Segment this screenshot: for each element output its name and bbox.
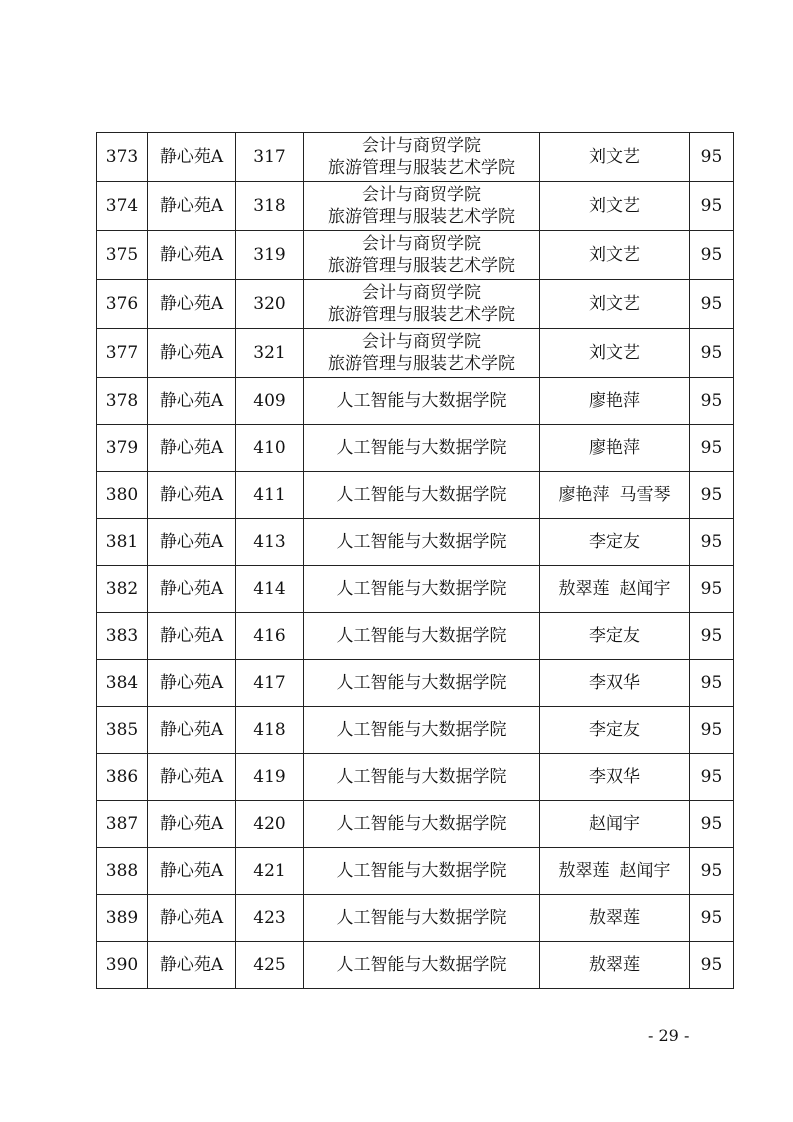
table-row: [97, 519, 734, 566]
college-cell: [304, 280, 540, 329]
score-cell: 95: [690, 613, 734, 660]
room-number-cell: 421: [236, 848, 304, 895]
staff-name: 刘文艺: [589, 294, 640, 314]
row-number-cell: 385: [97, 707, 148, 754]
college-name: 人工智能与大数据学院: [336, 579, 507, 599]
staff-name: 马雪琴: [619, 485, 671, 505]
building-cell: 静心苑A: [148, 895, 236, 942]
college-cell: [304, 519, 540, 566]
college-cell: [304, 378, 540, 425]
row-number-cell: 373: [97, 133, 148, 182]
row-number-cell: 378: [97, 378, 148, 425]
table-row: [97, 566, 734, 613]
college-name: 人工智能与大数据学院: [336, 673, 507, 693]
room-number-cell: 420: [236, 801, 304, 848]
college-cell: [304, 133, 540, 182]
table-row: [97, 472, 734, 519]
staff-cell: [540, 895, 690, 942]
staff-cell: [540, 519, 690, 566]
room-number-cell: 418: [236, 707, 304, 754]
college-name: 人工智能与大数据学院: [336, 532, 507, 552]
staff-name: 廖艳萍: [558, 485, 610, 505]
score-cell: 95: [690, 472, 734, 519]
college-name: 会计与商贸学院: [362, 185, 481, 205]
row-number-cell: 389: [97, 895, 148, 942]
room-number-cell: 409: [236, 378, 304, 425]
staff-cell: [540, 942, 690, 989]
staff-cell: [540, 707, 690, 754]
row-number-cell: 383: [97, 613, 148, 660]
room-number-cell: 317: [236, 133, 304, 182]
staff-cell: [540, 566, 690, 613]
staff-name: 李定友: [589, 532, 640, 552]
score-cell: 95: [690, 425, 734, 472]
table-row: [97, 707, 734, 754]
room-number-cell: 417: [236, 660, 304, 707]
staff-name: 敖翠莲: [558, 861, 610, 881]
row-number-cell: 384: [97, 660, 148, 707]
table-row: [97, 133, 734, 182]
college-cell: [304, 182, 540, 231]
room-number-cell: 413: [236, 519, 304, 566]
staff-cell: [540, 754, 690, 801]
score-cell: 95: [690, 378, 734, 425]
building-cell: 静心苑A: [148, 133, 236, 182]
table-row: [97, 231, 734, 280]
staff-cell: [540, 329, 690, 378]
score-cell: 95: [690, 660, 734, 707]
staff-cell: [540, 425, 690, 472]
room-number-cell: 410: [236, 425, 304, 472]
college-name: 会计与商贸学院: [362, 332, 481, 352]
college-name: 人工智能与大数据学院: [336, 767, 507, 787]
staff-name: 廖艳萍: [589, 391, 640, 411]
room-number-cell: 411: [236, 472, 304, 519]
building-cell: 静心苑A: [148, 566, 236, 613]
building-cell: 静心苑A: [148, 329, 236, 378]
college-cell: [304, 660, 540, 707]
row-number-cell: 382: [97, 566, 148, 613]
building-cell: 静心苑A: [148, 942, 236, 989]
dormitory-score-table: [96, 132, 734, 989]
college-name: 旅游管理与服装艺术学院: [328, 256, 515, 276]
college-cell: [304, 801, 540, 848]
room-number-cell: 320: [236, 280, 304, 329]
page-number: - 29 -: [648, 1026, 690, 1045]
building-cell: 静心苑A: [148, 801, 236, 848]
score-cell: 95: [690, 519, 734, 566]
row-number-cell: 388: [97, 848, 148, 895]
score-cell: 95: [690, 329, 734, 378]
staff-name: 李定友: [589, 626, 640, 646]
row-number-cell: 374: [97, 182, 148, 231]
college-cell: [304, 895, 540, 942]
table-row: [97, 754, 734, 801]
row-number-cell: 390: [97, 942, 148, 989]
college-name: 会计与商贸学院: [362, 234, 481, 254]
college-name: 旅游管理与服装艺术学院: [328, 305, 515, 325]
college-name: 人工智能与大数据学院: [336, 626, 507, 646]
college-cell: [304, 231, 540, 280]
staff-name: 赵闻宇: [619, 861, 671, 881]
college-name: 会计与商贸学院: [362, 136, 481, 156]
row-number-cell: 381: [97, 519, 148, 566]
staff-cell: [540, 182, 690, 231]
staff-cell: [540, 133, 690, 182]
staff-name: 敖翠莲: [589, 955, 640, 975]
college-cell: [304, 425, 540, 472]
staff-cell: [540, 848, 690, 895]
college-name: 人工智能与大数据学院: [336, 485, 507, 505]
score-cell: 95: [690, 895, 734, 942]
room-number-cell: 416: [236, 613, 304, 660]
building-cell: 静心苑A: [148, 231, 236, 280]
building-cell: 静心苑A: [148, 848, 236, 895]
table-row: [97, 280, 734, 329]
staff-name: 刘文艺: [589, 343, 640, 363]
staff-name: 敖翠莲: [589, 908, 640, 928]
college-cell: [304, 848, 540, 895]
row-number-cell: 386: [97, 754, 148, 801]
staff-name: 李定友: [589, 720, 640, 740]
staff-name: 刘文艺: [589, 147, 640, 167]
table-row: [97, 895, 734, 942]
college-cell: [304, 472, 540, 519]
score-cell: 95: [690, 942, 734, 989]
college-cell: [304, 329, 540, 378]
row-number-cell: 380: [97, 472, 148, 519]
staff-cell: [540, 801, 690, 848]
building-cell: 静心苑A: [148, 660, 236, 707]
building-cell: 静心苑A: [148, 707, 236, 754]
score-cell: 95: [690, 754, 734, 801]
room-number-cell: 319: [236, 231, 304, 280]
building-cell: 静心苑A: [148, 425, 236, 472]
college-name: 旅游管理与服装艺术学院: [328, 354, 515, 374]
room-number-cell: 419: [236, 754, 304, 801]
row-number-cell: 375: [97, 231, 148, 280]
building-cell: 静心苑A: [148, 754, 236, 801]
college-name: 人工智能与大数据学院: [336, 438, 507, 458]
college-name: 人工智能与大数据学院: [336, 814, 507, 834]
row-number-cell: 376: [97, 280, 148, 329]
building-cell: 静心苑A: [148, 613, 236, 660]
staff-cell: [540, 280, 690, 329]
staff-name: 赵闻宇: [589, 814, 640, 834]
staff-cell: [540, 613, 690, 660]
score-cell: 95: [690, 707, 734, 754]
building-cell: 静心苑A: [148, 280, 236, 329]
staff-name: 廖艳萍: [589, 438, 640, 458]
row-number-cell: 377: [97, 329, 148, 378]
staff-name: 刘文艺: [589, 245, 640, 265]
building-cell: 静心苑A: [148, 519, 236, 566]
college-cell: [304, 566, 540, 613]
room-number-cell: 321: [236, 329, 304, 378]
staff-name: 赵闻宇: [619, 579, 671, 599]
college-cell: [304, 613, 540, 660]
college-name: 人工智能与大数据学院: [336, 861, 507, 881]
college-name: 旅游管理与服装艺术学院: [328, 207, 515, 227]
college-name: 人工智能与大数据学院: [336, 720, 507, 740]
staff-cell: [540, 660, 690, 707]
room-number-cell: 318: [236, 182, 304, 231]
staff-name: 敖翠莲: [558, 579, 610, 599]
college-cell: [304, 754, 540, 801]
building-cell: 静心苑A: [148, 378, 236, 425]
building-cell: 静心苑A: [148, 182, 236, 231]
row-number-cell: 387: [97, 801, 148, 848]
table-row: [97, 801, 734, 848]
table-body: [97, 133, 734, 989]
table-row: [97, 182, 734, 231]
building-cell: 静心苑A: [148, 472, 236, 519]
college-name: 人工智能与大数据学院: [336, 391, 507, 411]
score-cell: 95: [690, 182, 734, 231]
score-cell: 95: [690, 801, 734, 848]
staff-name: 李双华: [589, 673, 640, 693]
score-cell: 95: [690, 133, 734, 182]
score-cell: 95: [690, 848, 734, 895]
staff-cell: [540, 378, 690, 425]
table-row: [97, 613, 734, 660]
staff-name: 刘文艺: [589, 196, 640, 216]
college-cell: [304, 707, 540, 754]
college-name: 人工智能与大数据学院: [336, 955, 507, 975]
staff-cell: [540, 472, 690, 519]
college-name: 旅游管理与服装艺术学院: [328, 158, 515, 178]
score-cell: 95: [690, 566, 734, 613]
table-row: [97, 942, 734, 989]
score-cell: 95: [690, 280, 734, 329]
room-number-cell: 423: [236, 895, 304, 942]
college-name: 会计与商贸学院: [362, 283, 481, 303]
table-row: [97, 425, 734, 472]
row-number-cell: 379: [97, 425, 148, 472]
college-name: 人工智能与大数据学院: [336, 908, 507, 928]
room-number-cell: 414: [236, 566, 304, 613]
table-row: [97, 848, 734, 895]
staff-cell: [540, 231, 690, 280]
staff-name: 李双华: [589, 767, 640, 787]
score-cell: 95: [690, 231, 734, 280]
table-row: [97, 660, 734, 707]
table-row: [97, 378, 734, 425]
table-row: [97, 329, 734, 378]
college-cell: [304, 942, 540, 989]
room-number-cell: 425: [236, 942, 304, 989]
